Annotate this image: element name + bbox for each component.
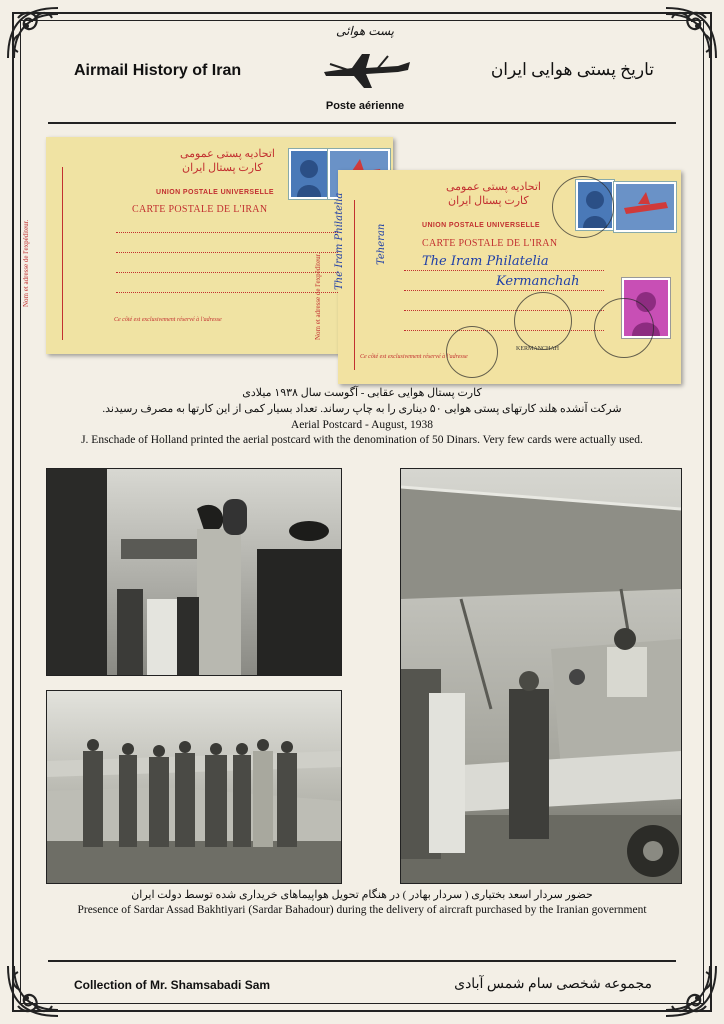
biplane-photo-image	[401, 469, 681, 883]
address-line	[404, 310, 604, 311]
ornament-corner-icon	[662, 962, 720, 1020]
airmail-logo	[318, 24, 412, 116]
postmark-circle	[514, 292, 572, 350]
postcard-upu-text: UNION POSTALE UNIVERSELLE	[422, 222, 540, 229]
caption-fa-line-2: شرکت آنشده هلند کارتهای پستی هوایی ۵۰ دیناری را به چاپ رساند. تعداد بسیار کمی از این کارتها به مصرف رسیدند.	[102, 403, 622, 415]
ornament-corner-icon	[662, 4, 720, 62]
collection-credit-en: Collection of Mr. Shamsabadi Sam	[74, 978, 271, 992]
page-title-fa: تاریخ پستی هوایی ایران	[490, 60, 654, 79]
caption-en-line-2: J. Enschade of Holland printed the aerial postcard with the denomination of 50 Dinars. Very few cards were actually used.	[81, 434, 643, 446]
caption-en-line-1: Aerial Postcard - August, 1938	[290, 419, 434, 431]
group-photo-image	[47, 691, 341, 883]
postcard-side-rule	[354, 200, 355, 370]
postmark-text: KERMANCHAH	[516, 346, 560, 352]
address-handwriting: The Iram Philatelia	[422, 254, 549, 269]
postcard-persian-heading: اتحادیه پستی عمومی	[180, 148, 275, 160]
photo-crowd	[46, 468, 342, 676]
postmark-circle	[594, 298, 654, 358]
postcard-footer-note: Ce côté est exclusivement réservé à l'adresse	[114, 317, 222, 323]
page-title-en: Airmail History of Iran	[74, 62, 242, 79]
crowd-photo-image	[47, 469, 341, 675]
address-line	[404, 270, 604, 271]
postcard-used	[314, 170, 681, 384]
logo-french-text: Poste aérienne	[325, 100, 405, 112]
ornament-corner-icon	[4, 4, 62, 62]
portrait-icon	[291, 151, 327, 197]
collection-credit-fa: مجموعه شخصی سام شمس آبادی	[454, 977, 652, 992]
photo-group-aircraft	[46, 690, 342, 884]
caption-bottom-fa: حضور سردار اسعد بختیاری ( سردار بهادر ) در هنگام تحویل هواپیماهای خریداری شده توسط دولت ایران	[131, 889, 593, 901]
ornament-corner-icon	[4, 962, 62, 1020]
postcard-title: CARTE POSTALE DE L'IRAN	[132, 204, 268, 215]
postcard-persian-heading: اتحادیه پستی عمومی	[446, 181, 541, 193]
address-city-handwriting: Kermanchah	[496, 274, 580, 289]
postcard-title: CARTE POSTALE DE L'IRAN	[422, 238, 558, 249]
caption-fa-line-1: کارت پستال هوایی عقابی - آگوست سال ۱۹۳۸ میلادی	[242, 387, 482, 399]
postmark-circle	[446, 326, 498, 378]
stamp-portrait	[289, 149, 329, 199]
postmark-circle	[552, 176, 614, 238]
postcard-footer-note: Ce côté est exclusivement réservé à l'adresse	[360, 354, 468, 360]
address-line	[116, 292, 374, 293]
postcard-upu-text: UNION POSTALE UNIVERSELLE	[156, 189, 274, 196]
postcard-persian-title: کارت پستال ایران	[448, 195, 529, 207]
address-line	[404, 290, 604, 291]
header-divider	[48, 122, 676, 124]
eagle-icon	[616, 184, 674, 230]
sender-city-handwriting: Teheran	[376, 223, 387, 265]
postcard-sender-label: Nom et adresse de l'expéditeur.	[22, 219, 30, 307]
airplane-icon	[318, 46, 412, 96]
postcard-persian-title: کارت پستال ایران	[182, 162, 263, 174]
stamp-airmail	[614, 182, 676, 232]
sender-handwriting: The Iram Philatelia	[334, 192, 345, 290]
address-line	[404, 330, 604, 331]
logo-persian-text: پست هوائی	[335, 24, 395, 38]
caption-bottom-en: Presence of Sardar Assad Bakhtiyari (Sardar Bahadour) during the delivery of aircraft purchased by the Iranian government	[77, 904, 647, 916]
photo-biplane	[400, 468, 682, 884]
postcard-sender-label: Nom et adresse de l'expéditeur.	[314, 252, 322, 340]
postcard-side-rule	[62, 167, 63, 340]
footer-divider	[48, 960, 676, 962]
